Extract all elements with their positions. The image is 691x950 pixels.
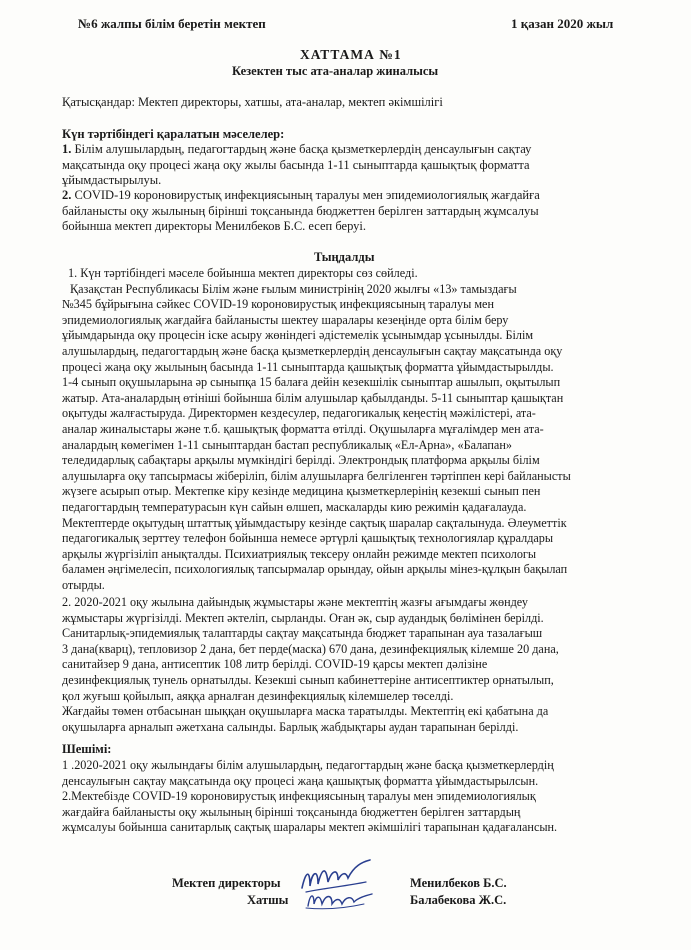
document-title: ХАТТАМА №1	[300, 47, 402, 62]
listened-line: теледидарлық сабақтары арқылы мүмкіндігі берілді. Электрондық платформа арқылы білім	[62, 453, 540, 468]
listened-line: Қазақстан Республикасы Білім және ғылым министрінің 2020 жылғы «13» тамыздағы	[70, 281, 517, 296]
listened-line: алушыларға оқу тапсырмасы жіберіліп, білім алушыларға белгіленген тәртіппен кері байланысты	[62, 468, 571, 483]
decision-body	[62, 758, 632, 836]
listened-section-1	[62, 266, 632, 593]
listened-line: Санитарлық-эпидемиялық талаптарды сақтау мақсатында бюджет тарапынан ауа тазалағыш	[62, 626, 543, 641]
listened-line: Жағдайы төмен отбасынан шыққан оқушыларға маска таратылды. Мектептің екі қабатына да	[62, 704, 549, 719]
listened-line: санитайзер 9 дана, антисептик 108 литр берілді. COVID-19 қарсы мектеп дәлізіне	[62, 657, 488, 672]
listened-line: 1-4 сынып оқушыларына әр сыныпқа 15 балаға дейін кезекшілік сыныптар ашылып, оқытылып	[62, 375, 561, 390]
decision-line: жағдайға байланысты оқу жылының бірінші тоқсанында бюджеттен берілген заттардың	[62, 804, 521, 819]
decision-heading: Шешімі:	[62, 742, 112, 756]
listened-line: отырды.	[62, 577, 105, 592]
listened-line: процесі жаңа оқу жылының басында 1-11 сыныптарда қашықтық форматта ұйымдастырылды.	[62, 359, 554, 374]
school-name: №6 жалпы білім беретін мектеп	[78, 16, 266, 31]
listened-line: дезинфекциялық тунель орнатылды. Кезекші сынып кабинеттеріне антисептиктер орнатылып,	[62, 672, 554, 687]
agenda-item-1: 1. Білім алушылардың, педагогтардың және басқа қызметкерлердің денсаулығын сақтау мақсатында оқу процесі жаңа оқу жылы басында 1-11 сыныптарда қашықтық форматта ұйымдастырылуы.	[62, 142, 532, 188]
agenda-heading: Күн тәртібіндегі қаралатын мәселелер:	[62, 127, 285, 141]
listened-line: жүзеге асырып отыр. Мектепке кіру кезінде медицина қызметкерлерінің кезекші сынып пен	[62, 484, 541, 499]
agenda-item-2-number: 2.	[62, 188, 72, 202]
listened-line: жатыр. Ата-аналардың өтініші бойынша білім алушылар қабылданды. 5-11 сыныптар қашықтан	[62, 390, 564, 405]
document-date: 1 қазан 2020 жыл	[511, 16, 614, 31]
listened-line: оқытуды жалғастыруда. Директормен кездесулер, педагогикалық кеңестің мәжілістері, ата-	[62, 406, 536, 421]
listened-line: 3 дана(кварц), тепловизор 2 дана, бет перде(маска) 670 дана, дезинфекциялық кілемше 20 дана,	[62, 641, 559, 656]
decision-line: 1 .2020-2021 оқу жылындағы білім алушылардың, педагогтардың және басқа қызметкерлердің	[62, 758, 554, 772]
listened-line: 2. 2020-2021 оқу жылына дайындық жұмыстары және мектептің жазғы ағымдағы жөндеу	[62, 595, 528, 609]
document-subtitle: Кезектен тыс ата-аналар жиналысы	[232, 64, 439, 78]
listened-line: 1. Күн тәртібіндегі мәселе бойынша мектеп директоры сөз сөйледі.	[68, 266, 418, 280]
listened-line: ұйымдарында оқу процесін іске асыру жөніндегі әдістемелік ұсынымдар ұсынылды. Білім	[62, 328, 534, 343]
listened-line: эпидемиологиялық жағдайға байланысты шектеу шаралары кезеңінде орта білім беру	[62, 312, 509, 327]
listened-line: жұмыстары жүргізілді. Мектеп әктеліп, сырланды. Оған әк, сыр аудандық бөлімінен берілді.	[62, 610, 544, 625]
listened-line: аналардың көмегімен 1-11 сыныптардан бастап республикалық «Ел-Арна», «Балапан»	[62, 437, 512, 452]
listened-section-2	[62, 595, 632, 735]
listened-line: педагогикалық зерттеу телефон бойынша немесе әртүрлі қашықтық технологиялар құралдары	[62, 531, 554, 546]
listened-heading: Тыңдалды	[314, 250, 375, 264]
listened-line: алушылардың, педагогтардың және басқа қызметкерлердің денсаулығын сақтау мақсатында оқу	[62, 343, 563, 358]
listened-line: арқылы жүргізіліп анықталды. Психиатриялық тексеру онлайн режимде мектеп психологы	[62, 546, 537, 561]
secretary-role: Хатшы	[247, 893, 289, 907]
listened-line: қол жуғыш қойылып, аяққа арналған дезинфекциялық кілемшелер төселді.	[62, 688, 454, 703]
listened-line: №345 бұйрығына сәйкес COVID-19 короновирустық инфекциясының таралуы мен	[62, 297, 494, 312]
agenda-item-1-number: 1.	[62, 142, 72, 156]
secretary-signature	[302, 886, 382, 916]
director-role: Мектеп директоры	[172, 876, 281, 890]
secretary-name: Балабекова Ж.С.	[410, 893, 507, 907]
decision-line: денсаулығын сақтау мақсатында оқу процесі жаңа қашықтық форматта ұйымдастырылсын.	[62, 773, 539, 788]
listened-line: оқушыларға арналып әжетхана салынды. Барлық жабдықтары аудан тарапынан берілді.	[62, 719, 519, 734]
decision-line: жұмсалуы бойынша санитарлық сақтық шаралары мектеп әкімшілігі тарапынан қадағалансын.	[62, 820, 558, 835]
listened-line: Мектептерде оқытудың штаттық ұйымдастыру кезінде сақтық шаралар сақталынуда. Әлеуметтік	[62, 515, 567, 530]
listened-line: баламен әңгімелесіп, психологиялық тапсырмалар орындау, ойын арқылы мінез-құлқын бақылап	[62, 562, 568, 577]
listened-line: аналар жиналыстары және т.б. қашықтық форматта өтілді. Оқушыларға мұғалімдер мен ата-	[62, 421, 544, 436]
agenda-item-2: 2. COVID-19 короновирустық инфекциясының таралуы мен эпидемиологиялық жағдайға байланысты оқу жылының бірінші тоқсанында бюджеттен берілген заттардың жұмсалуы бойынша мектеп директоры Менилбеков Б.С. есеп беруі.	[62, 188, 540, 234]
listened-line: педагогтардың температурасын күн сайын өлшеп, маскаларды кию режимін қадағалауда.	[62, 499, 527, 514]
director-name: Менилбеков Б.С.	[410, 876, 507, 890]
participants: Қатысқандар: Мектеп директоры, хатшы, ата-аналар, мектеп әкімшілігі	[62, 95, 443, 109]
decision-line: 2.Мектебізде COVID-19 короновирустық инфекциясының таралуы мен эпидемиологиялық	[62, 789, 536, 804]
